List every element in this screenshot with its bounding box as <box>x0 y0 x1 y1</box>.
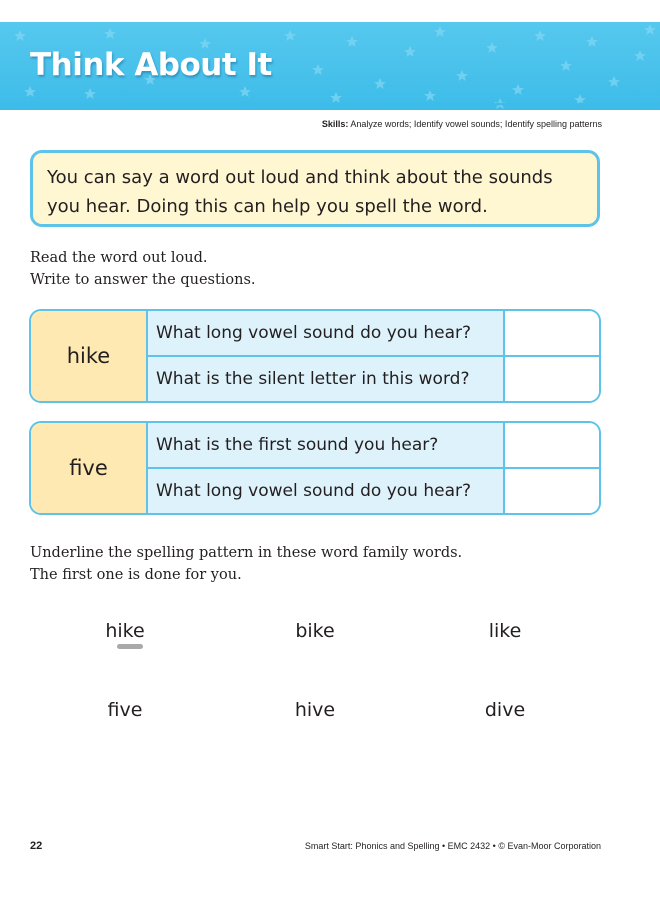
footer-credit: Smart Start: Phonics and Spelling • EMC 2432 • © Evan-Moor Corporation <box>304 841 601 851</box>
instruction-line-3: Underline the spelling pattern in these word family words. <box>30 545 463 561</box>
word-family-word[interactable]: dive <box>484 699 526 721</box>
answer-field[interactable] <box>505 469 599 513</box>
word-family-word[interactable]: five <box>107 699 143 721</box>
page-number: 22 <box>30 840 43 852</box>
question-text: What long vowel sound do you hear? <box>148 311 505 355</box>
skills-line <box>322 119 602 129</box>
question-text: What is the first sound you hear? <box>148 423 505 467</box>
instructions-underline <box>30 542 462 586</box>
question-row <box>148 467 599 513</box>
word-family-word[interactable]: bike <box>295 620 335 642</box>
page-title: Think About It <box>30 47 272 83</box>
answer-field[interactable] <box>505 357 599 401</box>
question-row <box>148 355 599 401</box>
word-family-word[interactable]: hive <box>294 699 336 721</box>
question-table-hike <box>29 309 601 403</box>
word-family-word[interactable]: like <box>488 620 522 642</box>
callout-line-1: You can say a word out loud and think about the sounds <box>47 167 553 188</box>
instruction-line-4: The first one is done for you. <box>30 567 242 583</box>
tip-callout <box>30 150 600 227</box>
skills-label: Skills: <box>321 119 349 129</box>
callout-line-2: you hear. Doing this can help you spell the word. <box>47 196 488 217</box>
header-banner <box>0 22 660 110</box>
question-row <box>148 423 599 467</box>
question-row <box>148 311 599 355</box>
question-text: What long vowel sound do you hear? <box>148 469 505 513</box>
question-table-five <box>29 421 601 515</box>
example-underline <box>117 644 143 649</box>
table-word: hike <box>31 311 148 401</box>
instruction-line-2: Write to answer the questions. <box>30 272 256 288</box>
skills-text: Analyze words; Identify vowel sounds; Identify spelling patterns <box>350 119 602 129</box>
dotted-divider <box>0 101 660 107</box>
instruction-line-1: Read the word out loud. <box>30 250 208 266</box>
word-family-word[interactable]: hike <box>105 620 145 642</box>
answer-field[interactable] <box>505 423 599 467</box>
instructions-read <box>30 247 256 291</box>
answer-field[interactable] <box>505 311 599 355</box>
question-text: What is the silent letter in this word? <box>148 357 505 401</box>
table-word: five <box>31 423 148 513</box>
